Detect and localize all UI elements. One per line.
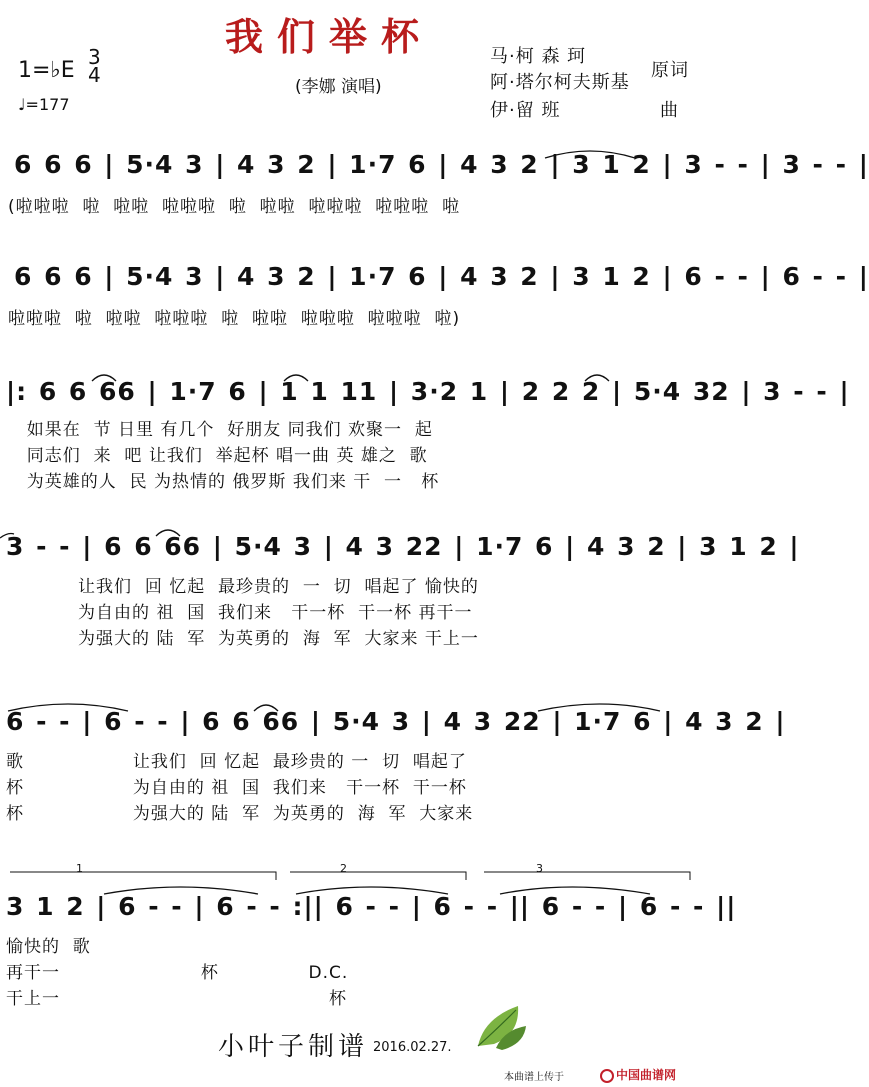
lyrics-line-5-verse-1: 歌 让我们 回 忆起 最珍贵的 一 切 唱起了 [6, 752, 467, 772]
notation-line-5: 6 - - | 6 - - | 6 6 66 | 5·4 3 | 4 3 22 | 1·7 6 | 4 3 2 | [6, 707, 786, 736]
tempo-marking: ♩=177 [18, 95, 70, 114]
score-line-5 [0, 705, 786, 824]
lyrics-line-4-verse-1: 让我们 回 忆起 最珍贵的 一 切 唱起了 愉快的 [14, 577, 479, 597]
score-line-2 [0, 262, 869, 329]
brand-logo-icon [600, 1069, 614, 1083]
lyrics-line-5-verse-3: 杯 为强大的 陆 军 为英勇的 海 军 大家来 [6, 804, 474, 824]
lyrics-line-2-verse-1: 啦啦啦 啦 啦啦 啦啦啦 啦 啦啦 啦啦啦 啦啦啦 啦) [8, 309, 461, 329]
volta-1: 1 [76, 862, 83, 875]
site-brand[interactable] [600, 1066, 676, 1083]
singer-credit: (李娜 演唱) [295, 77, 382, 97]
meter-bottom: 4 [88, 63, 101, 87]
lyrics-line-5-verse-2: 杯 为自由的 祖 国 我们来 干一杯 干一杯 [6, 778, 467, 798]
volta-2: 2 [340, 862, 347, 875]
key-signature: 1=♭E [18, 58, 75, 83]
song-title: 我们举杯 [225, 14, 434, 59]
notation-line-3: |: 6 6 66 | 1·7 6 | 1 1 11 | 3·2 1 | 2 2 2 | 5·4 32 | 3 - - | [6, 377, 850, 406]
notation-line-4: 3 - - | 6 6 66 | 5·4 3 | 4 3 22 | 1·7 6 | 4 3 2 | 3 1 2 | [6, 532, 800, 561]
score-line-6 [0, 860, 737, 1009]
notation-line-1: 6 6 6 | 5·4 3 | 4 3 2 | 1·7 6 | 4 3 2 | 3 1 2 | 3 - - | 3 - - | [14, 150, 869, 179]
leaf-icon [470, 1000, 530, 1052]
upload-note: 本曲谱上传于 [504, 1072, 564, 1083]
lyrics-line-6-verse-2: 再干一 杯 D.C. [6, 963, 349, 983]
lyrics-line-4-verse-2: 为自由的 祖 国 我们来 干一杯 干一杯 再干一 [14, 603, 473, 623]
date-stamp: 2016.02.27. [373, 1040, 452, 1055]
lyricist-1: 马·柯 森 珂 [490, 46, 587, 67]
notation-line-2: 6 6 6 | 5·4 3 | 4 3 2 | 1·7 6 | 4 3 2 | 3 1 2 | 6 - - | 6 - - | [14, 262, 869, 291]
lyricist-2: 阿·塔尔柯夫斯基 [490, 72, 630, 93]
lyric-role: 原词 [651, 60, 689, 81]
maker-signature: 小叶子制谱 [218, 1032, 369, 1062]
lyrics-line-6-verse-3: 干上一 杯 [6, 989, 347, 1009]
lyrics-line-3-verse-3: 为英雄的人 民 为热情的 俄罗斯 我们来 干 一 杯 [14, 472, 440, 492]
lyrics-line-1-verse-1: (啦啦啦 啦 啦啦 啦啦啦 啦 啦啦 啦啦啦 啦啦啦 啦 [8, 197, 461, 217]
score-line-1 [0, 150, 869, 217]
composer-role: 曲 [660, 100, 679, 121]
meter-top: 3 [88, 45, 101, 69]
volta-3: 3 [536, 862, 543, 875]
score-line-4 [0, 530, 800, 649]
score-line-3 [0, 375, 850, 492]
lyrics-line-4-verse-3: 为强大的 陆 军 为英勇的 海 军 大家来 干上一 [14, 629, 479, 649]
composer: 伊·留 班 [490, 100, 561, 121]
notation-line-6: 3 1 2 | 6 - - | 6 - - :|| 6 - - | 6 - - || 6 - - | 6 - - || [6, 892, 737, 921]
lyrics-line-6-verse-1: 愉快的 歌 [6, 937, 91, 957]
brand-name: 中国曲谱网 [616, 1068, 677, 1082]
time-signature [88, 45, 101, 87]
lyrics-line-3-verse-1: 如果在 节 日里 有几个 好朋友 同我们 欢聚一 起 [14, 420, 433, 440]
lyrics-line-3-verse-2: 同志们 来 吧 让我们 举起杯 唱一曲 英 雄之 歌 [14, 446, 428, 466]
